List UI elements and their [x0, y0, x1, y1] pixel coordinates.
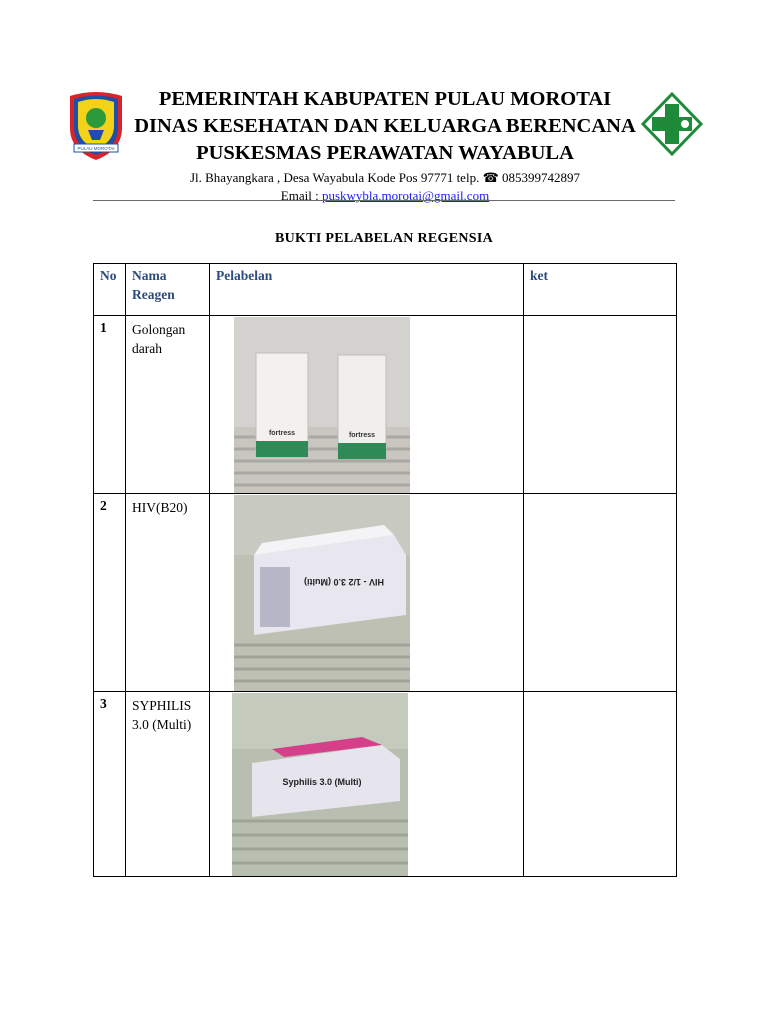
- photo-text-left: fortress: [268, 430, 296, 437]
- ket-cell: [524, 494, 677, 692]
- col-header-pelabelan: Pelabelan: [210, 264, 524, 316]
- label-photo-syphilis: [232, 693, 408, 876]
- ket-cell: [524, 316, 677, 494]
- letterhead-text: [120, 86, 650, 205]
- col-header-nama: Nama Reagen: [126, 264, 210, 316]
- table-row: [94, 494, 677, 692]
- header-divider: [93, 200, 675, 201]
- table-header-row: [94, 264, 677, 316]
- photo-text-right: fortress: [348, 432, 376, 439]
- emblem-caption: PULAU MOROTAI: [77, 146, 115, 151]
- ket-cell: [524, 692, 677, 877]
- reagent-name: HIV(B20): [126, 494, 210, 692]
- row-number: 3: [94, 692, 126, 877]
- email-link[interactable]: puskwybla.morotai@gmail.com: [321, 188, 490, 203]
- puskesmas-cross-icon: [641, 92, 703, 156]
- puskesmas-name: PUSKESMAS PERAWATAN WAYABULA: [196, 142, 574, 164]
- department-name: DINAS KESEHATAN DAN KELUARGA BERENCANA: [134, 115, 636, 137]
- government-name: PEMERINTAH KABUPATEN PULAU MOROTAI: [158, 88, 612, 110]
- reagent-table: [93, 263, 677, 877]
- email-label: Email :: [280, 188, 322, 203]
- document-title: BUKTI PELABELAN REGENSIA: [274, 231, 494, 246]
- row-number: 1: [94, 316, 126, 494]
- regency-emblem-icon: [66, 90, 126, 162]
- email-line: [120, 187, 650, 205]
- label-photo-hiv: [234, 495, 410, 691]
- col-header-no: No: [94, 264, 126, 316]
- col-header-ket: ket: [524, 264, 677, 316]
- reagent-name: [126, 692, 210, 877]
- reagent-name: Golongan darah: [126, 316, 210, 494]
- address-line: Jl. Bhayangkara , Desa Wayabula Kode Pos 97771 telp. ☎ 085399742897: [189, 170, 581, 185]
- table-row: [94, 692, 677, 877]
- label-photo-golongan-darah: [234, 317, 410, 493]
- table-row: [94, 316, 677, 494]
- letterhead: [0, 0, 768, 210]
- row-number: 2: [94, 494, 126, 692]
- photo-text: HIV - 1/2 3.0 (Multi): [303, 577, 385, 587]
- photo-text: Syphilis 3.0 (Multi): [282, 777, 362, 787]
- reagent-name-text: SYPHILIS 3.0 (Multi): [132, 698, 192, 732]
